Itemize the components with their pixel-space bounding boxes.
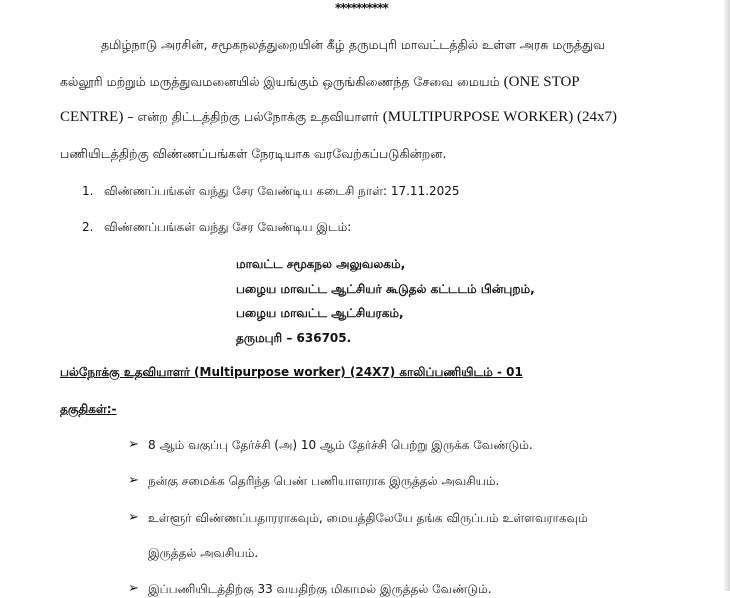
- qualification-2: நன்கு சமைக்க தெரிந்த பெண் பணியாளராக இருத்தல் அவசியம்.: [148, 474, 500, 488]
- qualification-3: உள்ளூர் விண்ணப்பதாரராகவும், மையத்திலேயே தங்க விருப்பம் உள்ளவராகவும்: [148, 511, 588, 525]
- qualification-3-continued: இருத்தல் அவசியம்.: [148, 546, 259, 560]
- post-heading: பல்நோக்கு உதவியாளர் (Multipurpose worker) (24X7) காலிப்பணியிடம் - 01: [60, 365, 523, 379]
- separator-stars: **********: [335, 1, 388, 15]
- item-number-2: 2.: [82, 220, 94, 234]
- intro-line-4: பணியிடத்திற்கு விண்ணப்பங்கள் நேரடியாக வரவேற்கப்படுகின்றன.: [60, 146, 447, 161]
- address-line-1: மாவட்ட சமூகநல அலுவலகம்,: [236, 257, 406, 271]
- bullet-arrow-icon: ➢: [128, 473, 139, 488]
- address-line-4: தருமபுரி – 636705.: [236, 331, 352, 345]
- bullet-arrow-icon: ➢: [128, 581, 139, 596]
- intro-line-2-english: (ONE STOP: [503, 74, 580, 90]
- qualification-4: இப்பணியிடத்திற்கு 33 வயதிற்கு மிகாமல் இருத்தல் வேண்டும்.: [148, 582, 492, 596]
- intro-line-3-english-b: (MULTIPURPOSE WORKER) (24x7): [382, 109, 617, 125]
- qualifications-heading: தகுதிகள்:-: [60, 402, 117, 416]
- intro-line-3-english-a: CENTRE): [60, 109, 124, 125]
- intro-line-2: [60, 74, 580, 91]
- item-text-1: விண்ணப்பங்கள் வந்து சேர வேண்டிய கடைசி நாள்: 17.11.2025: [104, 184, 460, 198]
- qualification-1: 8 ஆம் வகுப்பு தேர்ச்சி (அ) 10 ஆம் தேர்ச்சி பெற்று இருக்க வேண்டும்.: [148, 438, 533, 452]
- intro-line-3-tamil: – என்ற திட்டத்திற்கு பல்நோக்கு உதவியாளர்: [123, 109, 383, 124]
- intro-line-2-tamil: கல்லூரி மற்றும் மருத்துவமனையில் இயங்கும் ஒருங்கிணைந்த சேவை மையம்: [60, 74, 504, 89]
- bullet-arrow-icon: ➢: [128, 437, 139, 452]
- address-line-2: பழைய மாவட்ட ஆட்சியர் கூடுதல் கட்டடம் பின்புறம்,: [236, 282, 535, 296]
- address-line-3: பழைய மாவட்ட ஆட்சியரகம்,: [236, 306, 404, 320]
- bullet-arrow-icon: ➢: [128, 510, 139, 525]
- page-edge-shadow: [724, 0, 730, 591]
- intro-line-1: தமிழ்நாடு அரசின், சமூகநலத்துறையின் கீழ் தருமபுரி மாவட்டத்தில் உள்ள அரசு மருத்துவ: [101, 37, 605, 52]
- item-text-2: விண்ணப்பங்கள் வந்து சேர வேண்டிய இடம்:: [104, 220, 352, 234]
- intro-line-3: [60, 109, 617, 126]
- item-number-1: 1.: [82, 184, 94, 198]
